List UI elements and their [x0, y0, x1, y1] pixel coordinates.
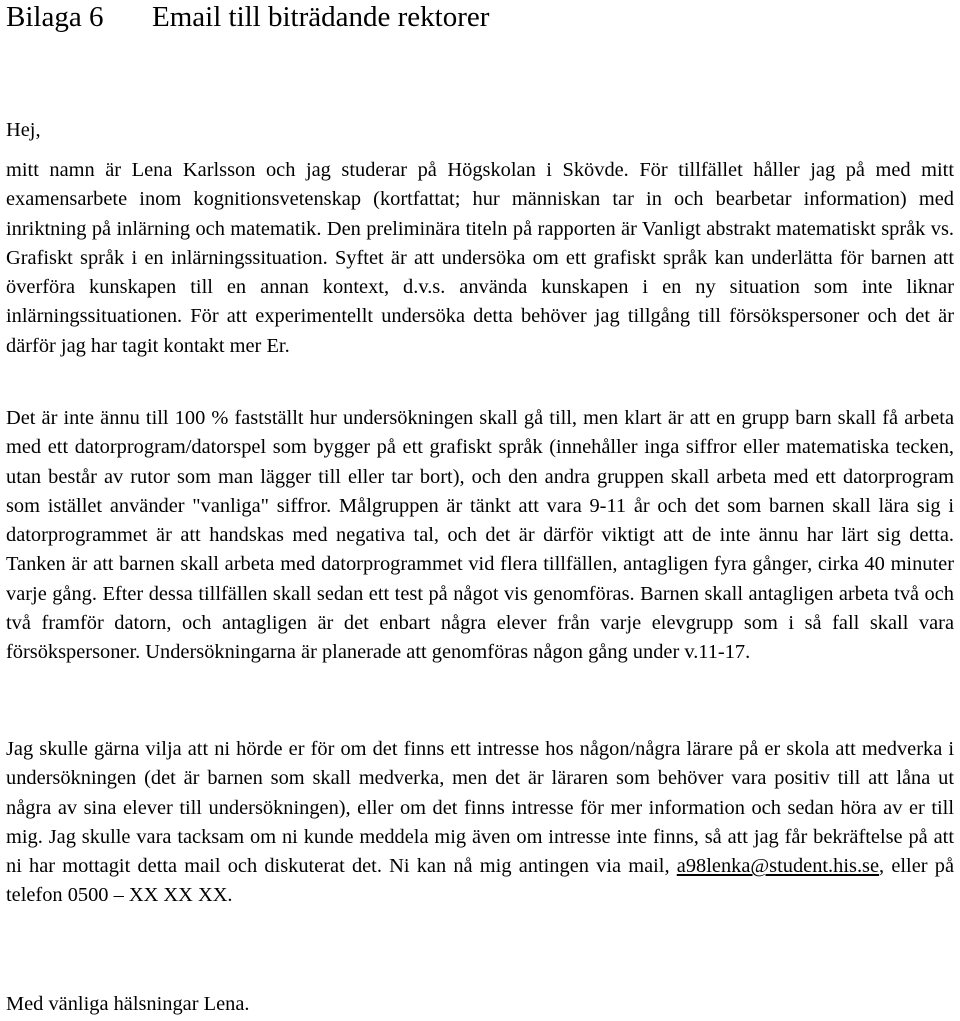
- appendix-number: Bilaga 6: [6, 1, 104, 33]
- paragraph-request: [6, 735, 954, 911]
- phone-text: , eller på telefon 0500 – XX XX XX.: [6, 855, 955, 907]
- appendix-title: Email till biträdande rektorer: [152, 1, 490, 33]
- closing-signature: Med vänliga hälsningar Lena.: [6, 993, 250, 1015]
- paragraph-intro: mitt namn är Lena Karlsson och jag studerar på Högskolan i Skövde. För tillfället håller jag på med mitt examensarbete inom kognitionsvetenskap (kortfattat; hur människan tar in och bearbetar information) med inriktning på inlärning och matematik. Den preliminära titeln på rapporten är Vanligt abstrakt matematiskt språk vs. Grafiskt språk i en inlärningssituation. Syftet är att undersöka om ett grafiskt språk kan underlätta för barnen att överföra kunskapen till en annan kontext, d.v.s. använda kunskapen i en ny situation som inte liknar inlärningssituationen. För att experimentellt undersöka detta behöver jag tillgång till försökspersoner och det är därför jag har tagit kontakt mer Er.: [6, 159, 954, 357]
- greeting: Hej,: [6, 119, 41, 141]
- email-link[interactable]: a98lenka@student.his.se: [676, 855, 880, 878]
- paragraph-study-details: Det är inte ännu till 100 % fastställt hur undersökningen skall gå till, men klart är att en grupp barn skall få arbeta med ett datorprogram/datorspel som bygger på ett grafiskt språk (innehåller inga siffror eller matematiska tecken, utan består av rutor som man lägger till eller tar bort), och den andra gruppen skall arbeta med ett datorprogram som istället använder "vanliga" siffror. Målgruppen är tänkt att vara 9-11 år och det som barnen skall lära sig i datorprogrammet är att handskas med negativa tal, och det är därför viktigt att de inte ännu har lärt sig detta. Tanken är att barnen skall arbeta med datorprogrammet vid flera tillfällen, antagligen fyra gånger, cirka 40 minuter varje gång. Efter dessa tillfällen skall sedan ett test på något vis genomföras. Barnen skall antagligen arbeta två och två framför datorn, och antagligen är det enbart några elever från varje elevgrupp som i så fall skall vara försökspersoner. Undersökningarna är planerade att genomföras någon gång under v.11-17.: [6, 407, 954, 664]
- document-heading: [6, 0, 489, 34]
- request-text: Jag skulle gärna vilja att ni hörde er för om det finns ett intresse hos någon/några lärare på er skola att medverka i undersökningen (det är barnen som skall medverka, men det är läraren som behöver vara positiv till att låna ut några av sina elever till undersökningen), eller om det finns intresse för mer information och sedan höra av er till mig. Jag skulle vara tacksam om ni kunde meddela mig även om intresse inte finns, så att jag får bekräftelse på att ni har mottagit detta mail och diskuterat det. Ni kan nå mig antingen via mail,: [6, 738, 954, 878]
